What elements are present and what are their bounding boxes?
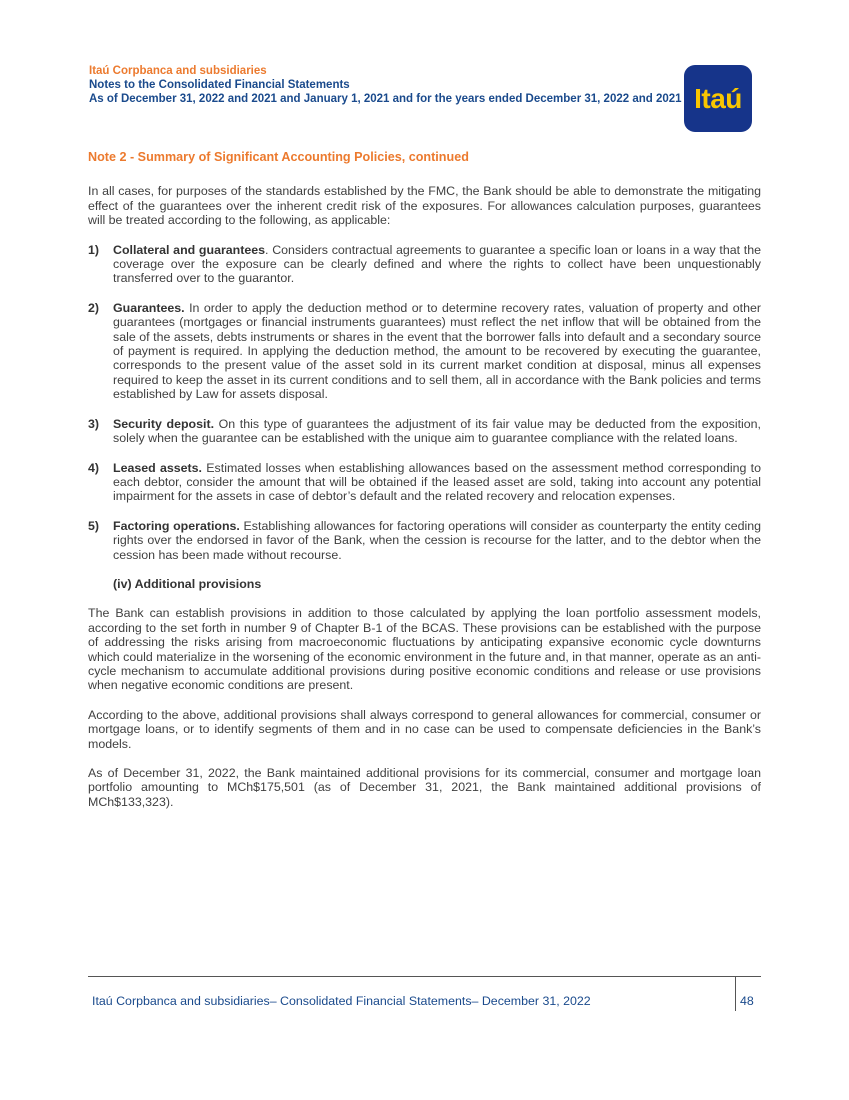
- list-item-term: Guarantees.: [113, 300, 185, 315]
- list-item-number: 2): [88, 300, 100, 315]
- list-item-text: [113, 461, 761, 504]
- note-title: Note 2 - Summary of Significant Accounting Policies, continued: [88, 150, 469, 164]
- intro-paragraph: In all cases, for purposes of the standards established by the FMC, the Bank should be able to demonstrate the mitigating effect of the guarantees over the inherent credit risk of the exposures. For allowances calculation purposes, guarantees will be treated according to the following, as applicable:: [88, 184, 761, 228]
- footer-text: Itaú Corpbanca and subsidiaries– Consolidated Financial Statements– December 31, 2022: [92, 994, 591, 1008]
- list-item-term: Factoring operations.: [113, 518, 240, 533]
- list-item-text: [113, 519, 761, 562]
- list-item: [88, 301, 761, 402]
- list-item-term: Leased assets.: [113, 460, 203, 475]
- list-item-number: 3): [88, 416, 100, 431]
- page-number: 48: [740, 994, 754, 1008]
- list-item-number: 1): [88, 242, 100, 257]
- list-item-text: [113, 417, 761, 446]
- logo-text: Itaú: [694, 82, 742, 114]
- reporting-period: As of December 31, 2022 and 2021 and January 1, 2021 and for the years ended December 31, 2022 and 2021: [89, 93, 682, 105]
- list-item-body: Establishing allowances for factoring operations will consider as counterparty the entity ceding rights over the endorsed in favor of the Bank, when the cession is recourse for the latter, and to the debtor when the cession has been made without recourse.: [113, 518, 762, 562]
- page-body: [88, 150, 761, 824]
- body-paragraph: As of December 31, 2022, the Bank maintained additional provisions for its commercial, consumer and mortgage loan portfolio amounting to MCh$175,501 (as of December 31, 2021, the Bank maintained additional provisions of MCh$133,323).: [88, 766, 761, 809]
- body-paragraph: The Bank can establish provisions in addition to those calculated by applying the loan portfolio assessment models, according to the set forth in number 9 of Chapter B-1 of the BCAS. These provisions can be established with the purpose of addressing the risks arising from macroeconomic fluctuations by anticipating expansive economic cycle downturns which could materialize in the worsening of the economic environment in the future and, in that manner, operate as an anti-cycle mechanism to accumulate additional provisions during positive economic conditions and release or use provisions when negative economic conditions are present.: [88, 606, 761, 693]
- list-item-body: In order to apply the deduction method or to determine recovery rates, valuation of property and other guarantees (mortgages or financial instruments guarantees) must reflect the net inflow that will be obtained from the sale of the assets, debts instruments or shares in the event that the borrower falls into default and a secondary source of payment is required. In applying the deduction method, the amount to be recovered by executing the guarantee, corresponds to the present value of the asset sold in its current market condition at disposal, minus all expenses required to keep the asset in its current conditions and to sell them, all in accordance with the Bank policies and terms established by Law for assets disposal.: [113, 300, 761, 402]
- footer-divider: [88, 976, 761, 977]
- list-item-term: Collateral and guarantees: [113, 242, 266, 257]
- document-title: Notes to the Consolidated Financial Statements: [89, 79, 350, 91]
- list-item-number: 4): [88, 460, 100, 475]
- footer-page-divider: [735, 976, 736, 1011]
- list-item: [88, 519, 761, 562]
- document-header: [89, 64, 689, 106]
- list-item: [88, 243, 761, 286]
- itau-logo: [684, 65, 752, 132]
- body-paragraph: According to the above, additional provisions shall always correspond to general allowances for commercial, consumer or mortgage loans, or to identify segments of them and in no case can be used to compensate deficiencies in the Bank’s models.: [88, 707, 761, 751]
- list-item-text: [113, 243, 761, 286]
- section-subheading: (iv) Additional provisions: [113, 576, 262, 591]
- list-item-text: [113, 301, 761, 402]
- list-item-term: Security deposit.: [113, 416, 215, 431]
- list-item: [88, 461, 761, 504]
- list-item-body: . Considers contractual agreements to guarantee a specific loan or loans in a way that the coverage over the exposure can be clearly defined and where the rights to collect have been unquestionably transferred over to the guarantor.: [113, 242, 761, 286]
- list-item: [88, 417, 761, 446]
- company-name: Itaú Corpbanca and subsidiaries: [89, 65, 267, 77]
- list-item-body: On this type of guarantees the adjustment of its fair value may be deducted from the exposition, solely when the guarantee can be established with the unique aim to guarantee compliance with the related loans.: [113, 416, 761, 446]
- list-item-body: Estimated losses when establishing allowances based on the assessment method corresponding to each debtor, consider the amount that will be obtained if the leased asset are sold, taking into account any potential impairment for the assets in case of debtor’s default and the related recovery and relocation expenses.: [113, 460, 761, 504]
- list-item-number: 5): [88, 518, 100, 533]
